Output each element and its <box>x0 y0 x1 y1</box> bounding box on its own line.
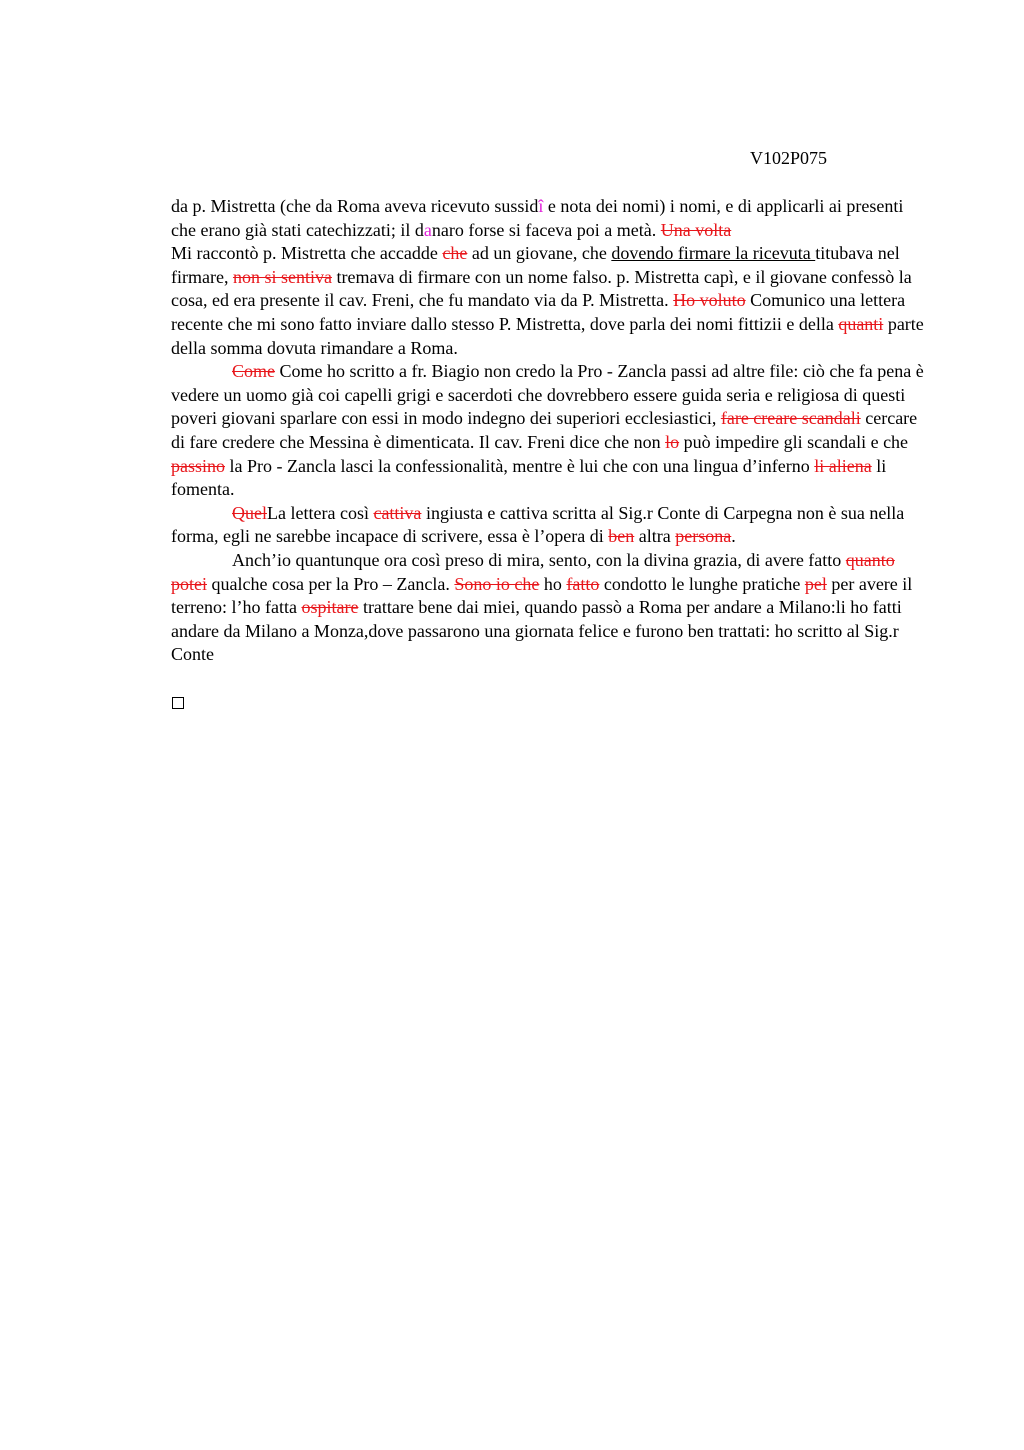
text-run: trattare bene dai miei, quando passò a Roma per andare a Milano:li ho fatti andare da Milano a Monza,dove passarono una giornata felice e furono ben trattati: ho scritto al Sig.r Conte <box>171 597 902 665</box>
deleted-text: lo <box>665 431 680 452</box>
text-run: qualche cosa per la Pro – Zancla. <box>207 573 455 594</box>
text-run: la Pro - Zancla lasci la confessionalità, mentre è lui che con una lingua d’inferno <box>225 455 815 476</box>
deleted-text: li aliena <box>814 455 872 476</box>
text-run: ad un giovane, che <box>467 243 612 264</box>
text-run: altra <box>634 526 676 547</box>
deleted-text: fatto <box>566 573 600 594</box>
text-run: ingiusta e cattiva scritta al Sig.r Conte di Carpegna non è sua nella forma, egli ne sarebbe incapace di scrivere, essa è l’opera di <box>171 502 905 547</box>
text-run: parte della somma dovuta rimandare a Roma. <box>171 313 924 358</box>
deleted-text: non si sentiva <box>232 266 332 287</box>
empty-square-icon <box>172 697 184 709</box>
text-run: Come ho scritto a fr. Biagio non credo la Pro - Zancla passi ad altre file: ciò che fa pena è vedere un uomo già coi capelli grigi e sacerdoti che dovrebbero essere guida seria e religiosa di questi poveri giovani sparlare con essi in modo indegno dei superiori ecclesiastici, <box>171 361 924 429</box>
deleted-text: Ho voluto <box>673 290 746 311</box>
document-body <box>171 195 931 667</box>
deleted-text: fare creare scandali <box>720 408 861 429</box>
paragraph-1 <box>171 195 931 360</box>
text-run: . <box>731 526 736 547</box>
inserted-text: î <box>538 196 544 216</box>
paragraph-4 <box>171 549 931 667</box>
text-run: Anch’io quantunque ora così preso di mira, sento, con la divina grazia, di avere fatto <box>232 549 846 570</box>
text-run: La lettera così <box>267 502 374 523</box>
text-run: li fomenta. <box>171 455 887 500</box>
deleted-text: Una volta <box>660 219 732 240</box>
text-run: da p. Mistretta (che da Roma aveva ricevuto sussid <box>171 196 539 216</box>
deleted-text: ben <box>608 526 635 547</box>
text-run: tremava di firmare con un nome falso. p. Mistretta capì, e il giovane confessò la cosa, ed era presente il cav. Freni, che fu mandato via da P. Mistretta. <box>171 266 912 311</box>
text-run: condotto le lunghe pratiche <box>599 573 805 594</box>
deleted-text: quanti <box>838 313 884 334</box>
deleted-text: cattiva <box>373 502 422 523</box>
text-run: ho <box>539 573 567 594</box>
text-run: Mi raccontò p. Mistretta che accadde <box>171 243 443 264</box>
text-run: può impedire gli scandali e che <box>679 431 909 452</box>
deleted-text: persona <box>675 526 732 547</box>
text-run: e nota dei nomi) i nomi, e di applicarli ai presenti che erano già stati catechizzati; il d <box>171 196 904 240</box>
deleted-text: che <box>442 243 468 264</box>
deleted-text: pel <box>804 573 827 594</box>
paragraph-2 <box>171 360 931 502</box>
text-run: cercare di fare credere che Messina è dimenticata. Il cav. Freni dice che non <box>171 408 918 452</box>
inserted-text: a <box>423 219 432 240</box>
underlined-text: dovendo firmare la ricevuta <box>611 243 816 264</box>
page-id: V102P075 <box>750 148 828 168</box>
deleted-text: quanto potei <box>171 549 895 594</box>
deleted-text: ospitare <box>301 597 359 618</box>
deleted-text: passino <box>171 455 225 476</box>
text-run: per avere il terreno: l’ho fatta <box>171 573 913 618</box>
deleted-text: Quel <box>232 502 267 523</box>
text-run: Comunico una lettera recente che mi sono fatto inviare dallo stesso P. Mistretta, dove parla dei nomi fittizii e della <box>171 290 906 334</box>
deleted-text: Sono io che <box>454 573 540 594</box>
text-run: naro forse si faceva poi a metà. <box>431 219 661 240</box>
text-run: titubava nel firmare, <box>171 243 900 287</box>
paragraph-3 <box>171 502 931 549</box>
deleted-text: Come <box>232 361 275 382</box>
